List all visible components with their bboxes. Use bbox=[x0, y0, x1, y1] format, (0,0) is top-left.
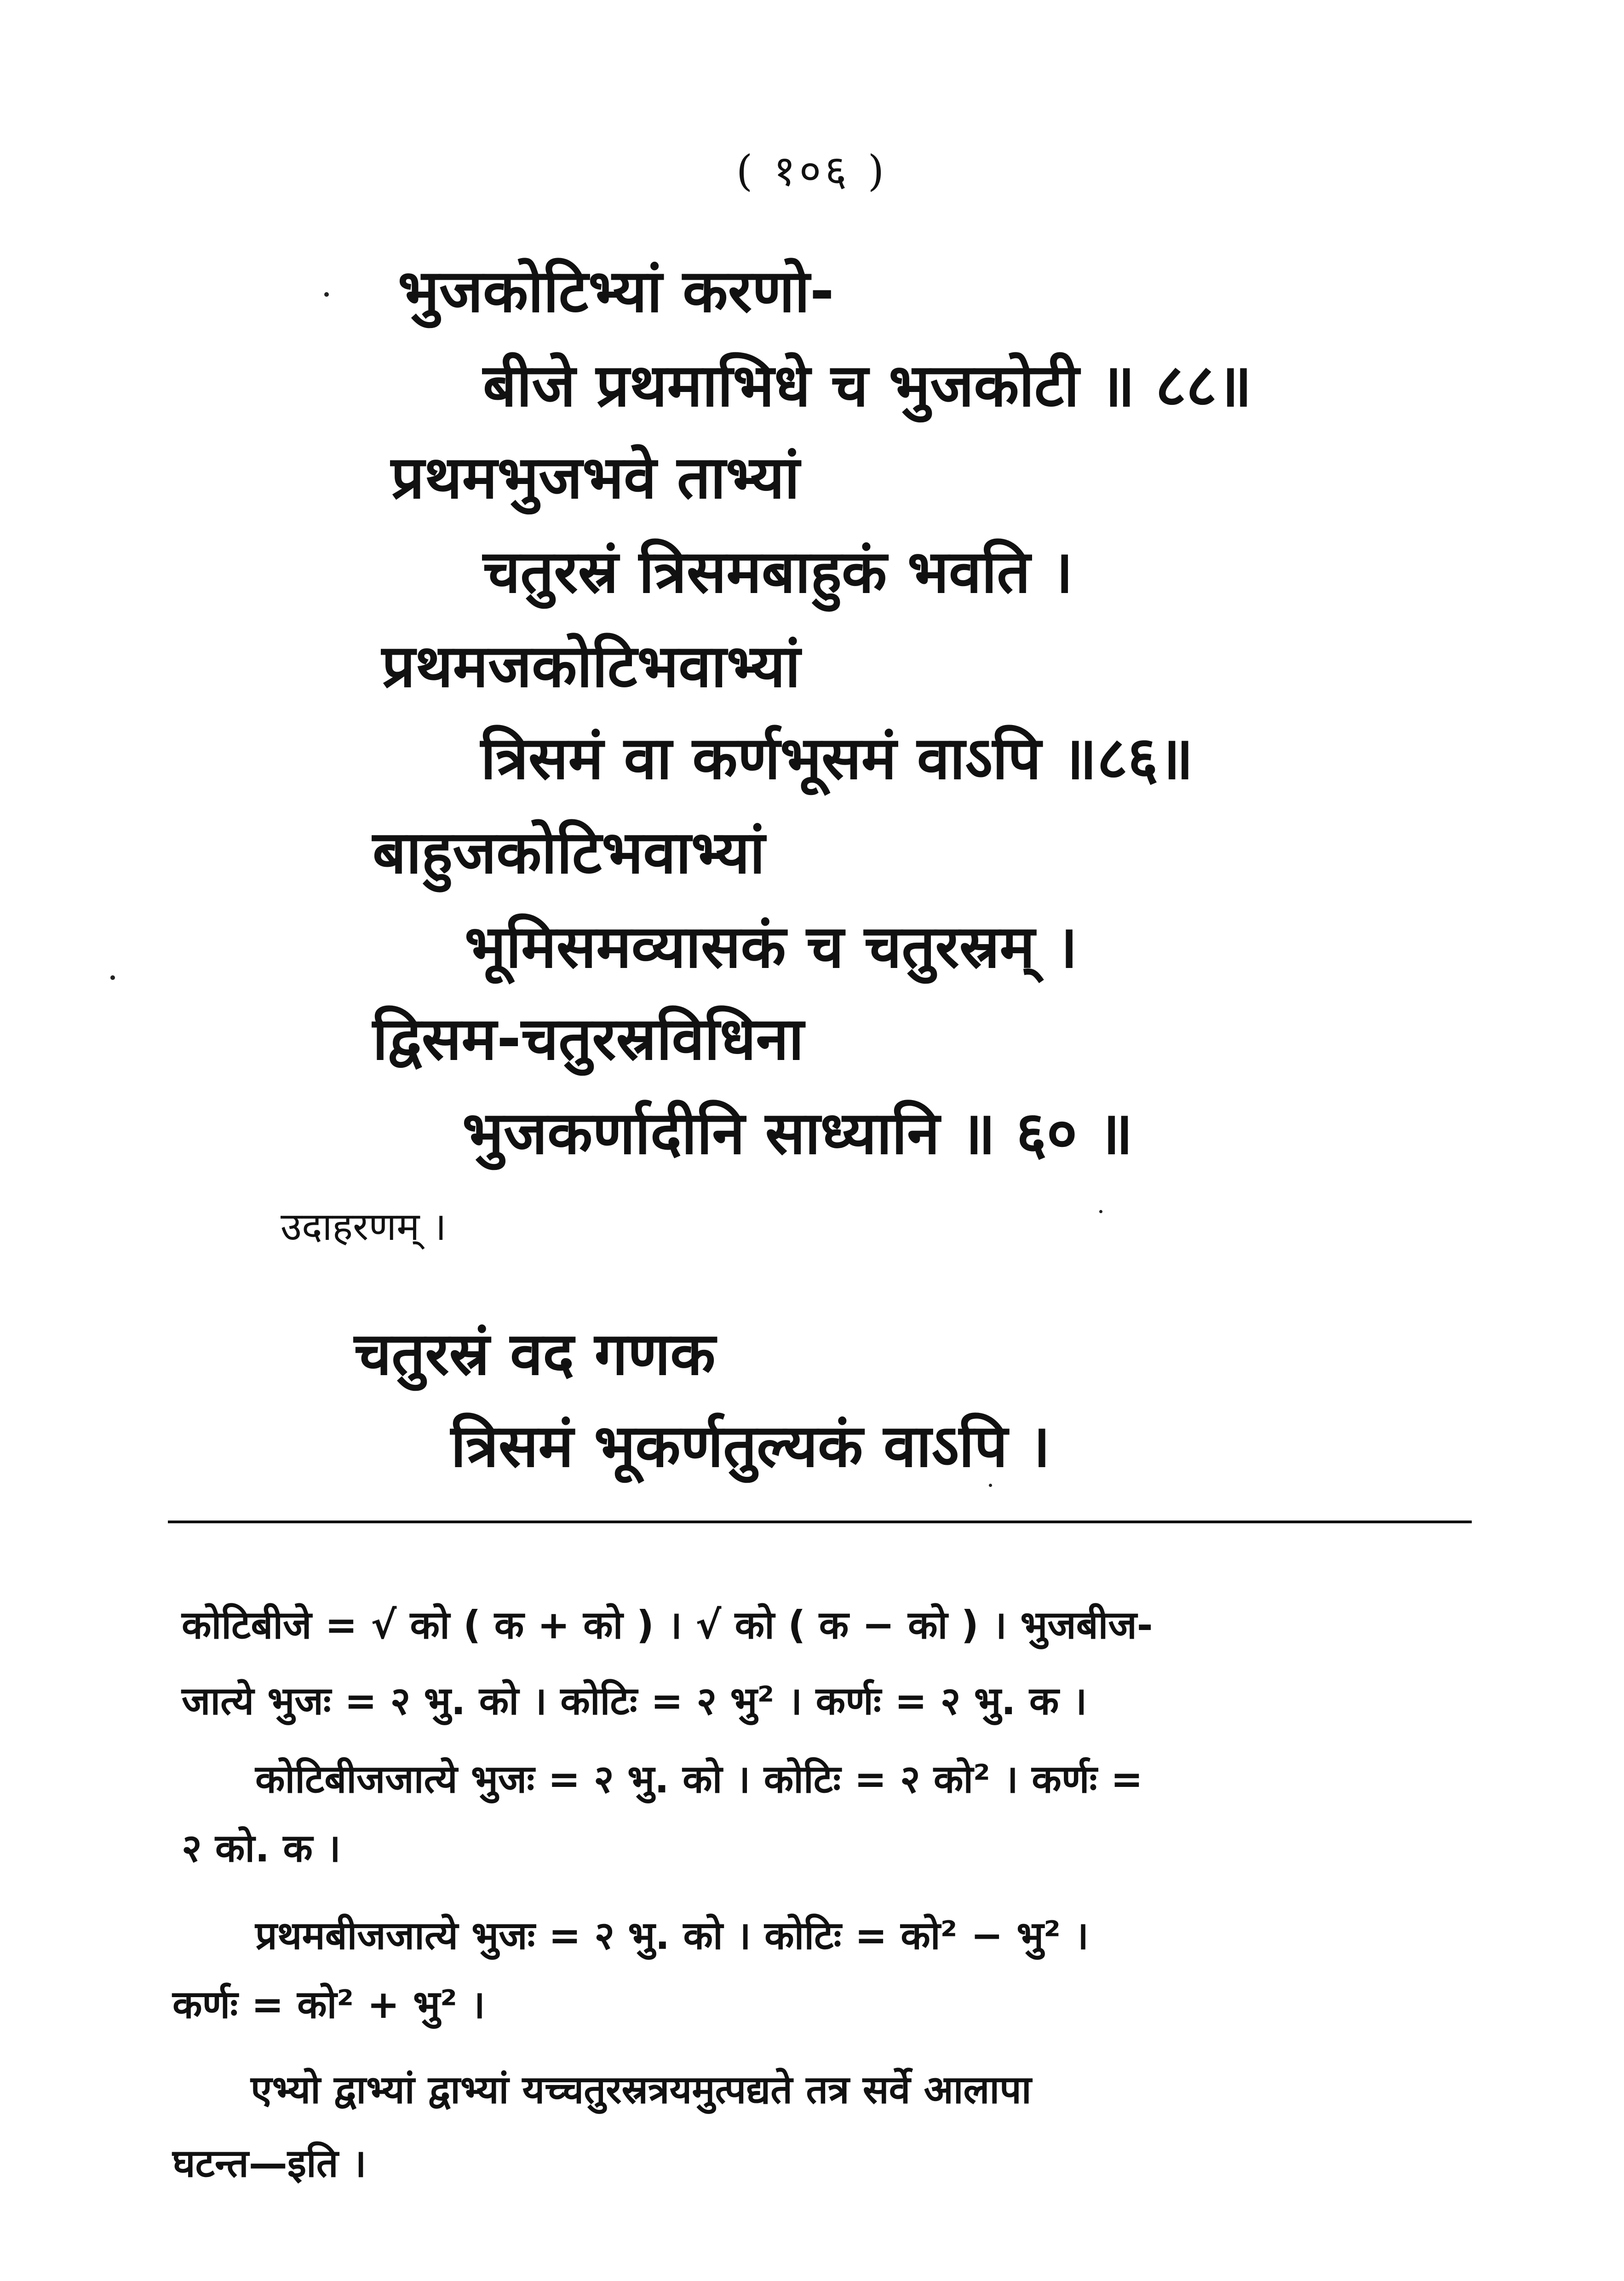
stray-ink-dot bbox=[1099, 1210, 1102, 1213]
verse-line: भुजकर्णादीनि साध्यानि ॥ ६० ॥ bbox=[462, 1099, 1133, 1168]
footnote-line: प्रथमबीजजात्ये भुजः = २ भु. को । कोटिः = को² − भु² । bbox=[255, 1913, 1089, 1958]
example-line: त्रिसमं भूकर्णतुल्यकं वाऽपि । bbox=[451, 1412, 1050, 1480]
footnote-line: एभ्यो द्वाभ्यां द्वाभ्यां यच्चतुरस्रत्रयमुत्पद्यते तत्र सर्वे आलापा bbox=[251, 2067, 1032, 2112]
verse-line: त्रिसमं वा कर्णभूसमं वाऽपि ॥८६॥ bbox=[481, 724, 1194, 793]
footnote-line: कोटिबीजे = √ को ( क + को ) । √ को ( क − को ) । भुजबीज- bbox=[182, 1602, 1153, 1647]
verse-line: प्रथमभुजभवे ताभ्यां bbox=[391, 444, 800, 512]
footnote-line: जात्ये भुजः = २ भु. को । कोटिः = २ भु² । कर्णः = २ भु. क । bbox=[182, 1678, 1087, 1723]
verse-line: चतुरस्रं त्रिसमबाहुकं भवति । bbox=[483, 538, 1073, 606]
verse-line: भूमिसमव्यासकं च चतुरस्रम् । bbox=[465, 913, 1078, 981]
footnote-line: घटन्त—इति । bbox=[172, 2141, 367, 2186]
page-number: ( १०६ ) bbox=[736, 146, 888, 196]
footnote-line: कोटिबीजजात्ये भुजः = २ भु. को । कोटिः = २ को² । कर्णः = bbox=[255, 1757, 1143, 1802]
example-heading: उदाहरणम् । bbox=[281, 1204, 447, 1249]
example-line: चतुरस्रं वद गणक bbox=[354, 1320, 716, 1388]
verse-line: प्रथमजकोटिभवाभ्यां bbox=[382, 632, 801, 701]
footnote-divider bbox=[168, 1521, 1472, 1523]
stray-ink-dot bbox=[324, 292, 329, 297]
footnote-line: २ को. क । bbox=[182, 1826, 341, 1871]
verse-line: बीजे प्रथमाभिधे च भुजकोटी ॥ ८८॥ bbox=[483, 351, 1252, 420]
stray-ink-dot bbox=[989, 1484, 992, 1487]
verse-line: भुजकोटिभ्यां करणो- bbox=[398, 257, 834, 326]
stray-ink-dot bbox=[110, 975, 115, 980]
verse-line: द्विसम-चतुरस्रविधिना bbox=[373, 1005, 804, 1073]
verse-line: बाहुजकोटिभवाभ्यां bbox=[373, 818, 765, 887]
footnote-line: कर्णः = को² + भु² । bbox=[172, 1982, 485, 2027]
